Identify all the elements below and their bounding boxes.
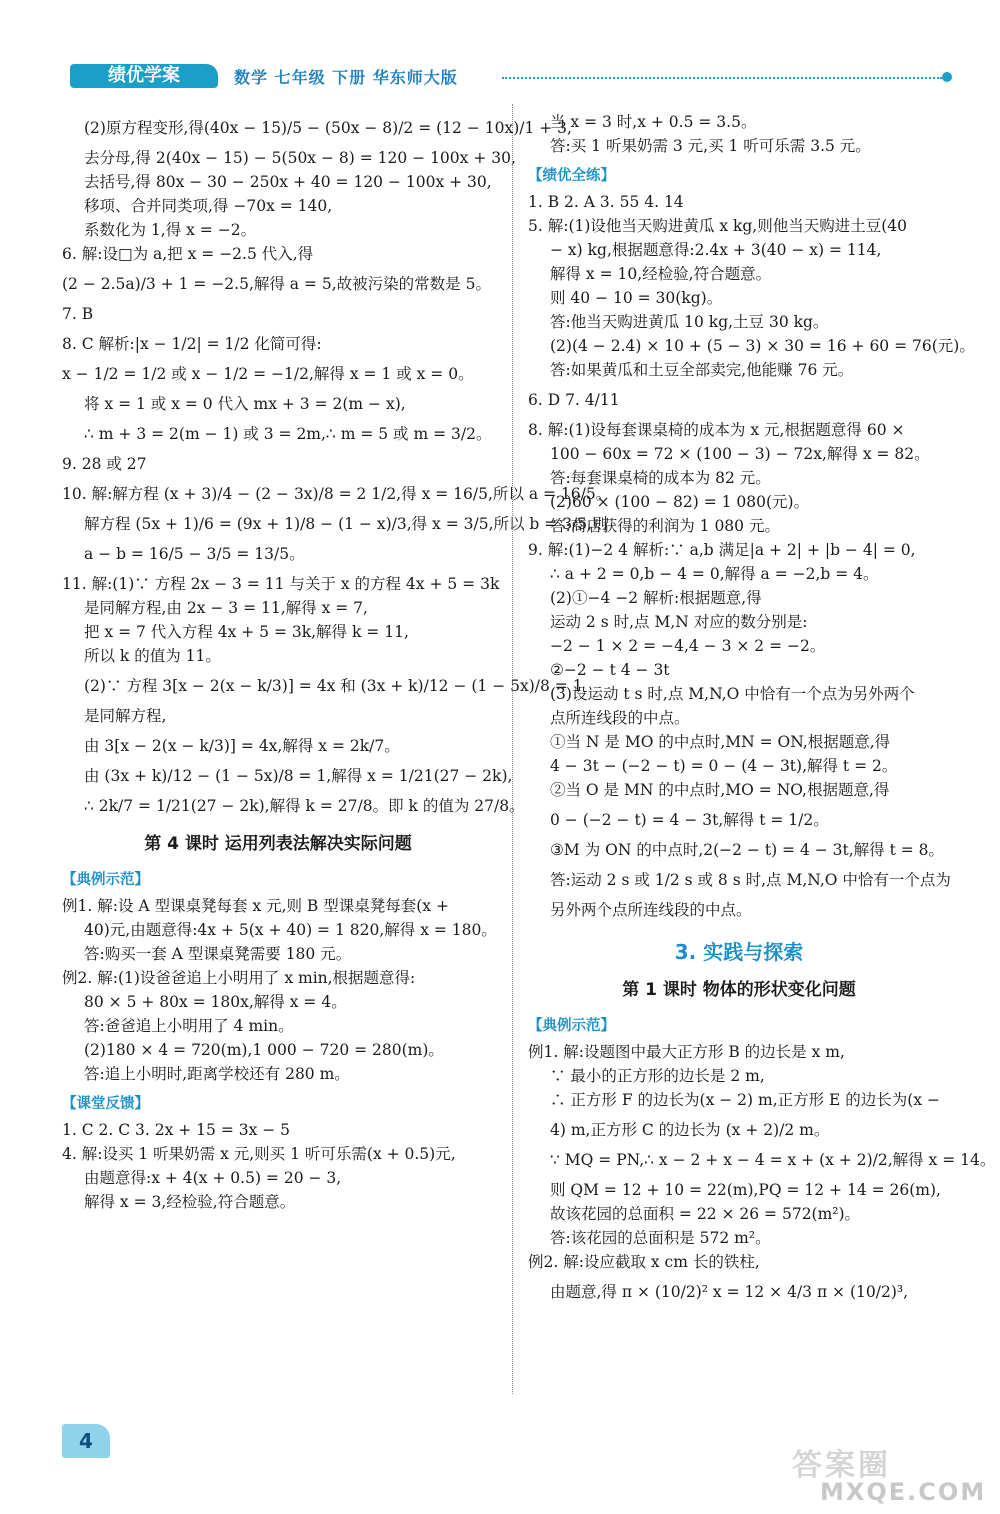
- left-text-line: 第 4 课时 运用列表法解决实际问题: [144, 834, 412, 854]
- right-text-line: 答:商店获得的利润为 1 080 元。: [550, 517, 780, 535]
- right-text-line: 答:他当天购进黄瓜 10 kg,土豆 30 kg。: [550, 313, 829, 331]
- left-text-line: 7. B: [62, 305, 94, 323]
- left-text-line: 4. 解:设买 1 听果奶需 x 元,则买 1 听可乐需(x + 0.5)元,: [62, 1145, 456, 1163]
- left-text-line: 答:追上小明时,距离学校还有 280 m。: [84, 1065, 350, 1083]
- right-text-line: 答:如果黄瓜和土豆全部卖完,他能赚 76 元。: [550, 361, 854, 379]
- right-text-line: 例1. 解:设题图中最大正方形 B 的边长是 x m,: [528, 1043, 845, 1061]
- right-text-line: 5. 解:(1)设他当天购进黄瓜 x kg,则他当天购进土豆(40: [528, 217, 908, 235]
- series-logo: 绩优学案: [70, 64, 218, 88]
- right-text-line: (2)60 × (100 − 82) = 1 080(元)。: [550, 493, 810, 511]
- left-text-line: 将 x = 1 或 x = 0 代入 mx + 3 = 2(m − x),: [84, 395, 406, 413]
- left-text-line: 例2. 解:(1)设爸爸追上小明用了 x min,根据题意得:: [62, 969, 416, 987]
- right-text-line: 4 − 3t − (−2 − t) = 0 − (4 − 3t),解得 t = 2。: [550, 757, 898, 775]
- left-text-line: (2)∵ 方程 3[x − 2(x − k/3)] = 4x 和 (3x + k)/12 − (1 − 5x)/8 = 1: [84, 677, 583, 695]
- left-text-line: 去分母,得 2(40x − 15) − 5(50x − 8) = 120 − 100x + 30,: [84, 149, 516, 167]
- left-text-line: (2 − 2.5a)/3 + 1 = −2.5,解得 a = 5,故被污染的常数是 5。: [62, 275, 491, 293]
- right-text-line: ②−2 − t 4 − 3t: [550, 661, 670, 679]
- left-text-line: 80 × 5 + 80x = 180x,解得 x = 4。: [84, 993, 347, 1011]
- left-text-line: ∴ 2k/7 = 1/21(27 − 2k),解得 k = 27/8。即 k 的值为 27/8。: [84, 797, 525, 815]
- left-text-line: 9. 28 或 27: [62, 455, 147, 473]
- left-text-line: 解得 x = 3,经检验,符合题意。: [84, 1193, 296, 1211]
- right-text-line: (3)设运动 t s 时,点 M,N,O 中恰有一个点为另外两个: [550, 685, 915, 703]
- right-text-line: 【绩优全练】: [528, 168, 615, 184]
- left-text-line: 系数化为 1,得 x = −2。: [84, 221, 257, 239]
- column-divider: [512, 104, 513, 1394]
- right-text-line: 解得 x = 10,经检验,符合题意。: [550, 265, 772, 283]
- left-text-line: 去括号,得 80x − 30 − 250x + 40 = 120 − 100x + 30,: [84, 173, 492, 191]
- left-text-line: 8. C 解析:|x − 1/2| = 1/2 化简可得:: [62, 335, 322, 353]
- left-text-line: 是同解方程,由 2x − 3 = 11,解得 x = 7,: [84, 599, 368, 617]
- right-text-line: 第 1 课时 物体的形状变化问题: [622, 980, 856, 1000]
- right-text-line: 答:买 1 听果奶需 3 元,买 1 听可乐需 3.5 元。: [550, 137, 871, 155]
- left-text-line: 解方程 (5x + 1)/6 = (9x + 1)/8 − (1 − x)/3,得 x = 3/5,所以 b = 3/5,则: [84, 515, 608, 533]
- left-text-line: (2)180 × 4 = 720(m),1 000 − 720 = 280(m)。: [84, 1041, 444, 1059]
- left-text-line: (2)原方程变形,得(40x − 15)/5 − (50x − 8)/2 = (12 − 10x)/1 + 3,: [84, 119, 572, 137]
- left-text-line: 答:购买一套 A 型课桌凳需要 180 元。: [84, 945, 352, 963]
- header-subject: 数学 七年级 下册 华东师大版: [234, 68, 458, 87]
- right-text-line: 8. 解:(1)设每套课桌椅的成本为 x 元,根据题意得 60 ×: [528, 421, 905, 439]
- right-text-line: 点所连线段的中点。: [550, 709, 690, 727]
- header-dot-icon: [942, 72, 952, 82]
- left-text-line: 11. 解:(1)∵ 方程 2x − 3 = 11 与关于 x 的方程 4x + 5 = 3k: [62, 575, 500, 593]
- right-text-line: 答:该花园的总面积是 572 m²。: [550, 1229, 771, 1247]
- left-text-line: 把 x = 7 代入方程 4x + 5 = 3k,解得 k = 11,: [84, 623, 409, 641]
- right-text-line: ②当 O 是 MN 的中点时,MO = NO,根据题意,得: [550, 781, 890, 799]
- left-text-line: 移项、合并同类项,得 −70x = 140,: [84, 197, 333, 215]
- right-text-line: 则 40 − 10 = 30(kg)。: [550, 289, 723, 307]
- right-text-line: 运动 2 s 时,点 M,N 对应的数分别是:: [550, 613, 808, 631]
- right-text-line: 4) m,正方形 C 的边长为 (x + 2)/2 m。: [550, 1121, 830, 1139]
- right-text-line: 1. B 2. A 3. 55 4. 14: [528, 193, 684, 211]
- right-column: [528, 110, 996, 1310]
- right-text-line: 故该花园的总面积 = 22 × 26 = 572(m²)。: [550, 1205, 861, 1223]
- right-text-line: 3. 实践与探索: [674, 940, 804, 964]
- right-text-line: −2 − 1 × 2 = −4,4 − 3 × 2 = −2。: [550, 637, 826, 655]
- left-text-line: 10. 解:解方程 (x + 3)/4 − (2 − 3x)/8 = 2 1/2,得 x = 16/5,所以 a = 16/5。: [62, 485, 612, 503]
- right-text-line: 另外两个点所连线段的中点。: [550, 901, 752, 919]
- right-text-line: 0 − (−2 − t) = 4 − 3t,解得 t = 1/2。: [550, 811, 829, 829]
- right-text-line: ∵ MQ = PN,∴ x − 2 + x − 4 = x + (x + 2)/2,解得 x = 14。: [550, 1151, 996, 1169]
- watermark-url: MXQE.COM: [820, 1478, 987, 1506]
- watermark-logo: 答案圈: [792, 1448, 891, 1483]
- right-text-line: 100 − 60x = 72 × (100 − 3) − 72x,解得 x = 82。: [550, 445, 930, 463]
- right-text-line: 则 QM = 12 + 10 = 22(m),PQ = 12 + 14 = 26(m),: [550, 1181, 941, 1199]
- page-header: [62, 60, 952, 92]
- left-text-line: a − b = 16/5 − 3/5 = 13/5。: [84, 545, 305, 563]
- left-text-line: 6. 解:设□为 a,把 x = −2.5 代入,得: [62, 245, 314, 263]
- right-text-line: ∴ 正方形 F 的边长为(x − 2) m,正方形 E 的边长为(x −: [550, 1091, 940, 1109]
- page-number: 4: [62, 1424, 110, 1458]
- right-text-line: ∴ a + 2 = 0,b − 4 = 0,解得 a = −2,b = 4。: [550, 565, 879, 583]
- left-text-line: 所以 k 的值为 11。: [84, 647, 221, 665]
- left-text-line: 40)元,由题意得:4x + 5(x + 40) = 1 820,解得 x = 180。: [84, 921, 497, 939]
- left-text-line: 是同解方程,: [84, 707, 167, 725]
- right-text-line: 当 x = 3 时,x + 0.5 = 3.5。: [550, 113, 757, 131]
- left-text-line: ∴ m + 3 = 2(m − 1) 或 3 = 2m,∴ m = 5 或 m = 3/2。: [84, 425, 492, 443]
- right-text-line: ∵ 最小的正方形的边长是 2 m,: [550, 1067, 765, 1085]
- left-text-line: 【课堂反馈】: [62, 1096, 149, 1112]
- right-text-line: ③M 为 ON 的中点时,2(−2 − t) = 4 − 3t,解得 t = 8。: [550, 841, 945, 859]
- left-text-line: 1. C 2. C 3. 2x + 15 = 3x − 5: [62, 1121, 291, 1139]
- left-text-line: 例1. 解:设 A 型课桌凳每套 x 元,则 B 型课桌凳每套(x +: [62, 897, 449, 915]
- right-text-line: (2)①−4 −2 解析:根据题意,得: [550, 589, 762, 607]
- left-text-line: x − 1/2 = 1/2 或 x − 1/2 = −1/2,解得 x = 1 或 x = 0。: [62, 365, 474, 383]
- header-dotted-rule: [502, 77, 942, 79]
- right-text-line: 例2. 解:设应截取 x cm 长的铁柱,: [528, 1253, 760, 1271]
- right-text-line: 由题意,得 π × (10/2)² x = 12 × 4/3 π × (10/2)³,: [550, 1283, 909, 1301]
- left-text-line: 由 (3x + k)/12 − (1 − 5x)/8 = 1,解得 x = 1/21(27 − 2k),: [84, 767, 513, 785]
- left-text-line: 由题意得:x + 4(x + 0.5) = 20 − 3,: [84, 1169, 342, 1187]
- right-text-line: 9. 解:(1)−2 4 解析:∵ a,b 满足|a + 2| + |b − 4| = 0,: [528, 541, 916, 559]
- right-text-line: 【典例示范】: [528, 1018, 615, 1034]
- right-text-line: 答:运动 2 s 或 1/2 s 或 8 s 时,点 M,N,O 中恰有一个点为: [550, 871, 951, 889]
- right-text-line: ①当 N 是 MO 的中点时,MN = ON,根据题意,得: [550, 733, 891, 751]
- right-text-line: 6. D 7. 4/11: [528, 391, 620, 409]
- left-text-line: 由 3[x − 2(x − k/3)] = 4x,解得 x = 2k/7。: [84, 737, 400, 755]
- right-text-line: (2)(4 − 2.4) × 10 + (5 − 3) × 30 = 16 + 60 = 76(元)。: [550, 337, 975, 355]
- right-text-line: − x) kg,根据题意得:2.4x + 3(40 − x) = 114,: [550, 241, 882, 259]
- left-text-line: 【典例示范】: [62, 872, 149, 888]
- left-text-line: 答:爸爸追上小明用了 4 min。: [84, 1017, 294, 1035]
- right-text-line: 答:每套课桌椅的成本为 82 元。: [550, 469, 771, 487]
